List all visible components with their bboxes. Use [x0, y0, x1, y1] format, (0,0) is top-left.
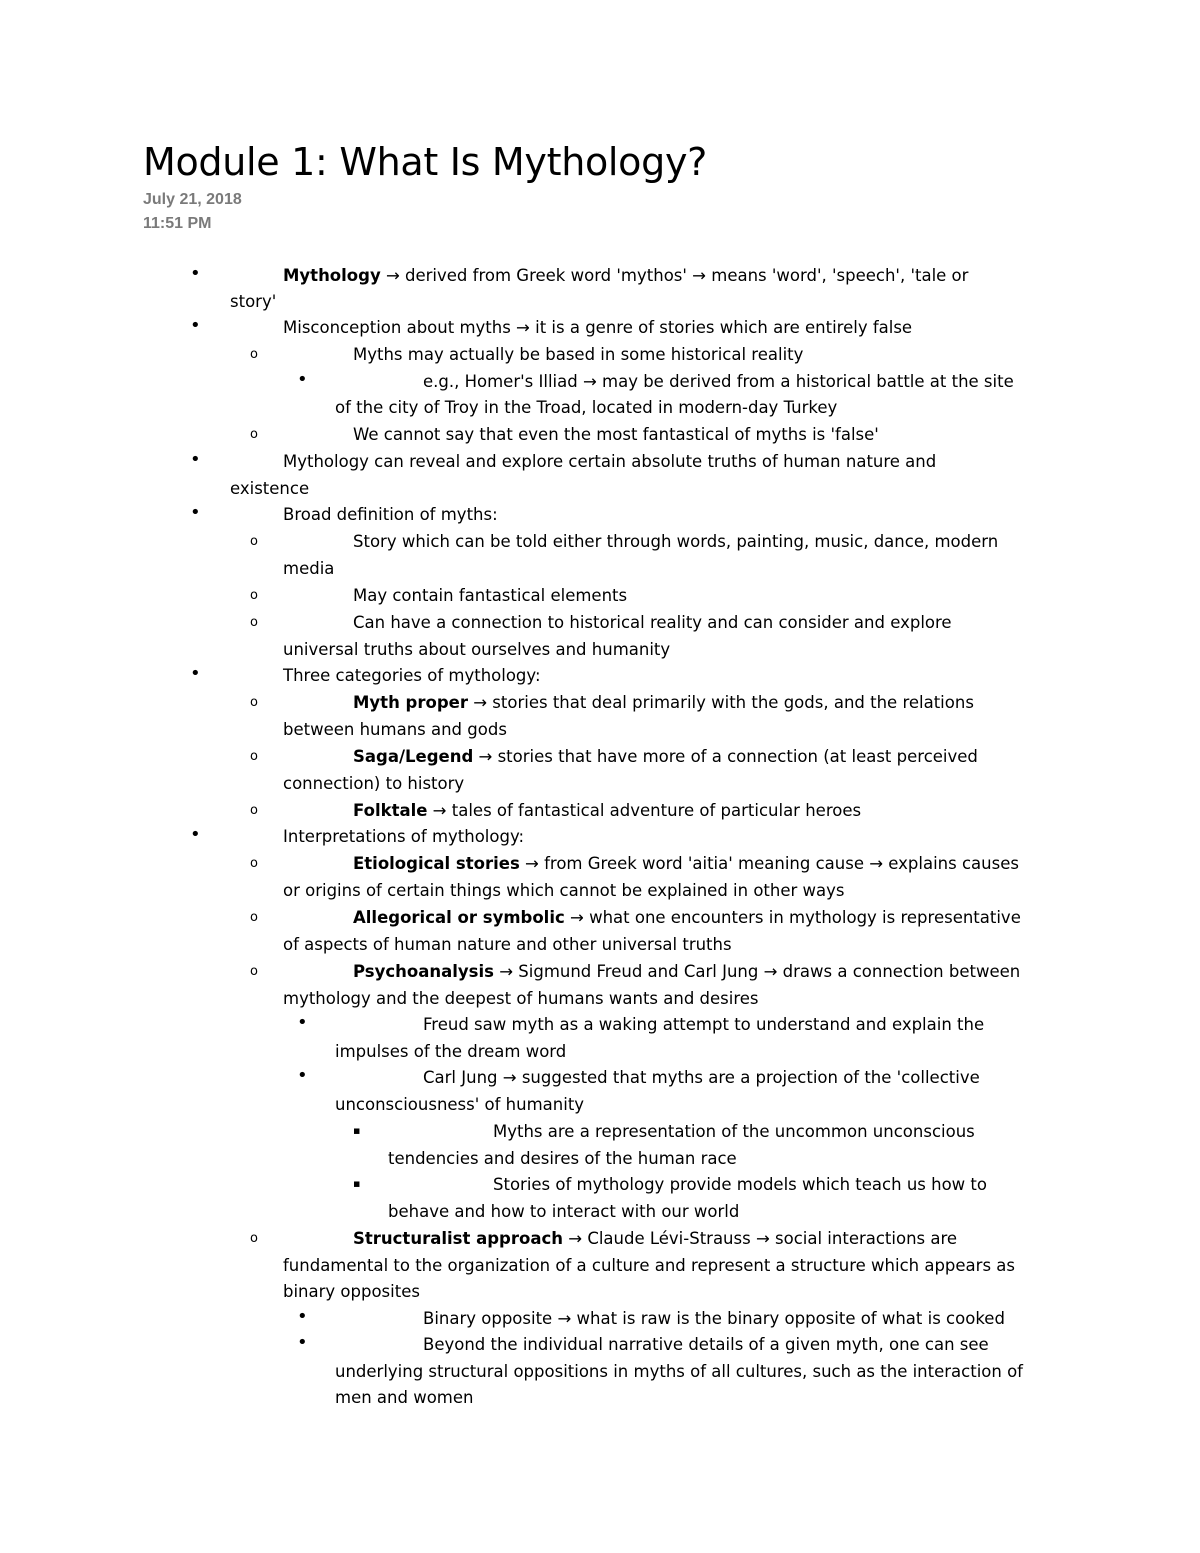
circle-marker: o — [250, 749, 258, 764]
bullet-marker: • — [297, 1332, 308, 1353]
list-item — [353, 962, 1020, 982]
circle-marker: o — [250, 910, 258, 925]
square-marker: ▪ — [353, 1124, 361, 1137]
list-item: Binary opposite → what is raw is the binary opposite of what is cooked — [423, 1309, 1005, 1328]
list-item-continuation: universal truths about ourselves and humanity — [283, 640, 671, 659]
list-item: May contain fantastical elements — [353, 586, 628, 605]
list-item: Broad definition of myths: — [283, 505, 498, 524]
list-item — [353, 693, 974, 713]
list-item: Mythology can reveal and explore certain absolute truths of human nature and — [283, 452, 937, 471]
circle-marker: o — [250, 534, 258, 549]
list-item: Myths are a representation of the uncommon unconscious — [493, 1122, 975, 1141]
bullet-marker: • — [297, 1012, 308, 1033]
list-item: Misconception about myths → it is a genre of stories which are entirely false — [283, 318, 913, 337]
bullet-marker: • — [190, 502, 201, 523]
term-label: Allegorical or symbolic — [353, 908, 565, 927]
list-item-continuation: existence — [230, 479, 310, 498]
list-item: e.g., Homer's Illiad → may be derived from a historical battle at the site — [423, 372, 1014, 391]
note-date: July 21, 2018 — [143, 191, 242, 208]
item-text: → stories that deal primarily with the gods, and the relations — [467, 693, 974, 712]
list-item-continuation: tendencies and desires of the human race — [388, 1149, 737, 1168]
list-item-continuation: binary opposites — [283, 1282, 420, 1301]
item-text: → stories that have more of a connection (at least perceived — [473, 747, 978, 766]
list-item — [353, 801, 861, 821]
item-text: → Sigmund Freud and Carl Jung → draws a connection between — [493, 962, 1021, 981]
list-item: Interpretations of mythology: — [283, 827, 525, 846]
term-label: Etiological stories — [353, 854, 520, 873]
item-text: → derived from Greek word 'mythos' → means 'word', 'speech', 'tale or — [380, 266, 969, 285]
list-item: Story which can be told either through words, painting, music, dance, modern — [353, 532, 999, 551]
term-label: Mythology — [283, 266, 381, 285]
list-item — [353, 908, 1021, 928]
list-item — [353, 1229, 957, 1249]
list-item: Beyond the individual narrative details of a given myth, one can see — [423, 1335, 989, 1354]
term-label: Folktale — [353, 801, 428, 820]
list-item — [353, 854, 1019, 874]
bullet-marker: • — [297, 1306, 308, 1327]
list-item-continuation: or origins of certain things which cannot be explained in other ways — [283, 881, 845, 900]
item-text: → tales of fantastical adventure of particular heroes — [427, 801, 862, 820]
term-label: Saga/Legend — [353, 747, 474, 766]
list-item: Freud saw myth as a waking attempt to understand and explain the — [423, 1015, 985, 1034]
circle-marker: o — [250, 1231, 258, 1246]
term-label: Psychoanalysis — [353, 962, 494, 981]
circle-marker: o — [250, 964, 258, 979]
item-text: → from Greek word 'aitia' meaning cause → explains causes — [519, 854, 1019, 873]
bullet-marker: • — [190, 663, 201, 684]
list-item-continuation: fundamental to the organization of a culture and represent a structure which appears as — [283, 1256, 1016, 1275]
list-item — [283, 266, 968, 286]
list-item-continuation: of aspects of human nature and other universal truths — [283, 935, 732, 954]
circle-marker: o — [250, 615, 258, 630]
list-item: Carl Jung → suggested that myths are a projection of the 'collective — [423, 1068, 980, 1087]
circle-marker: o — [250, 427, 258, 442]
circle-marker: o — [250, 347, 258, 362]
circle-marker: o — [250, 803, 258, 818]
term-label: Structuralist approach — [353, 1229, 563, 1248]
list-item-continuation: men and women — [335, 1388, 474, 1407]
list-item-continuation: underlying structural oppositions in myths of all cultures, such as the interaction of — [335, 1362, 1023, 1381]
list-item — [353, 747, 978, 767]
list-item-continuation: behave and how to interact with our world — [388, 1202, 740, 1221]
list-item-continuation: media — [283, 559, 335, 578]
list-item: Three categories of mythology: — [283, 666, 541, 685]
note-time: 11:51 PM — [143, 215, 212, 232]
circle-marker: o — [250, 695, 258, 710]
bullet-marker: • — [190, 315, 201, 336]
bullet-marker: • — [297, 1065, 308, 1086]
bullet-marker: • — [190, 449, 201, 470]
page-title: Module 1: What Is Mythology? — [143, 140, 708, 184]
bullet-marker: • — [297, 369, 308, 390]
circle-marker: o — [250, 588, 258, 603]
list-item-continuation: between humans and gods — [283, 720, 507, 739]
circle-marker: o — [250, 856, 258, 871]
list-item-continuation: mythology and the deepest of humans wants and desires — [283, 989, 759, 1008]
item-text: → what one encounters in mythology is representative — [564, 908, 1021, 927]
bullet-marker: • — [190, 824, 201, 845]
list-item-continuation: of the city of Troy in the Troad, located in modern-day Turkey — [335, 398, 838, 417]
item-text: → Claude Lévi-Strauss → social interactions are — [563, 1229, 958, 1248]
list-item: Can have a connection to historical reality and can consider and explore — [353, 613, 952, 632]
list-item-continuation: impulses of the dream word — [335, 1042, 567, 1061]
list-item-continuation: unconsciousness' of humanity — [335, 1095, 585, 1114]
term-label: Myth proper — [353, 693, 468, 712]
list-item: Stories of mythology provide models which teach us how to — [493, 1175, 987, 1194]
bullet-marker: • — [190, 263, 201, 284]
list-item-continuation: connection) to history — [283, 774, 465, 793]
list-item: Myths may actually be based in some historical reality — [353, 345, 804, 364]
list-item: We cannot say that even the most fantastical of myths is 'false' — [353, 425, 879, 444]
square-marker: ▪ — [353, 1177, 361, 1190]
list-item-continuation: story' — [230, 292, 277, 311]
